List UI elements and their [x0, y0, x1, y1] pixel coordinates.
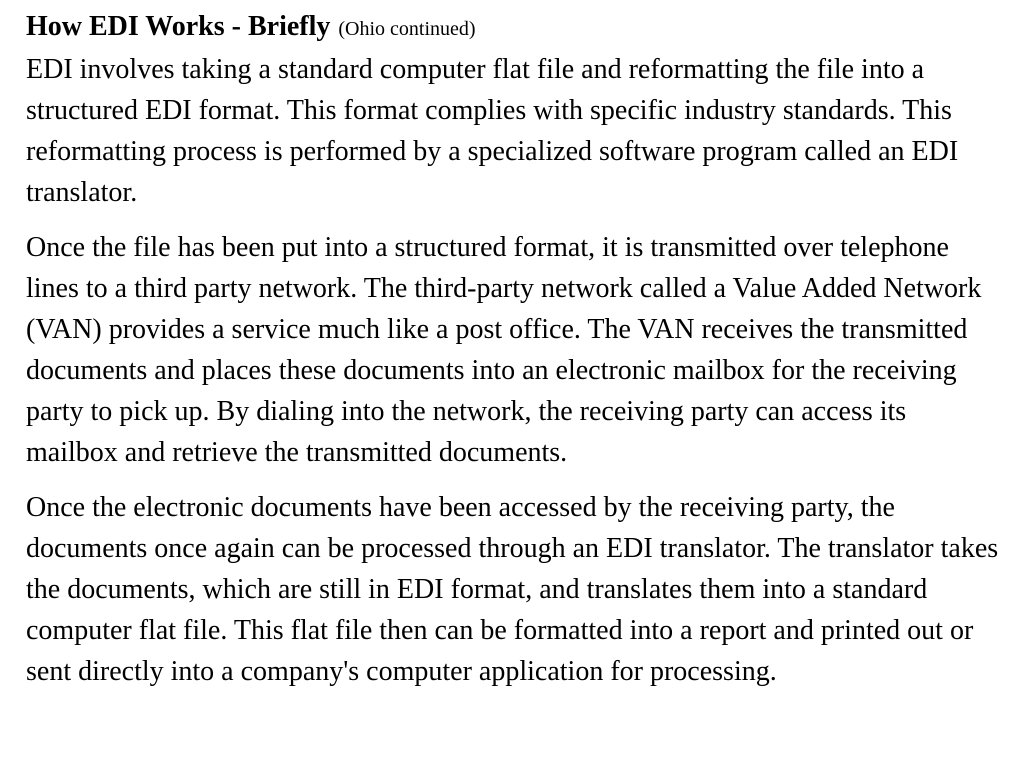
paragraph-receiving-processing: Once the electronic documents have been accessed by the receiving party, the documents once again can be processed through an EDI translator. The translator takes the documents, which are still in EDI format, and translates them into a standard computer flat file. This flat file then can be formatted into a report and printed out or sent directly into a company's computer application for processing. — [26, 492, 999, 687]
title-main: How EDI Works - Briefly — [26, 11, 331, 42]
paragraph-edi-translation: EDI involves taking a standard computer flat file and reformatting the file into a structured EDI format. This format complies with specific industry standards. This reformatting process is performed by a specialized software program called an EDI translator. — [26, 54, 959, 208]
slide-title — [26, 4, 1001, 49]
paragraph-van-transmission: Once the file has been put into a structured format, it is transmitted over telephone lines to a third party network. The third-party network called a Value Added Network (VAN) provides a service much like a post office. The VAN receives the transmitted documents and places these documents into an electronic mailbox for the receiving party to pick up. By dialing into the network, the receiving party can access its mailbox and retrieve the transmitted documents. — [26, 232, 982, 468]
title-subtitle: (Ohio continued) — [338, 18, 476, 40]
slide-content — [26, 4, 1001, 692]
